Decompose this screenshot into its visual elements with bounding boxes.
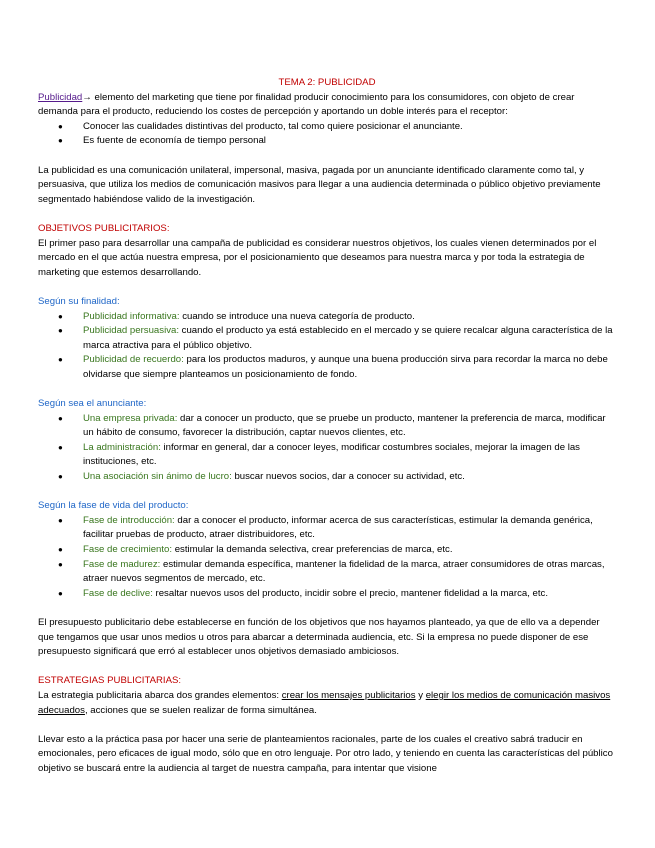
- intro-text: elemento del marketing que tiene por finalidad producir conocimiento para los consumidores, con objeto de crear demanda para el producto, reduciendo los costes de percepción y aportando un doble interés para el receptor:: [38, 91, 575, 118]
- fase-heading: Según la fase de vida del producto:: [38, 500, 189, 512]
- term-label: Fase de crecimiento:: [83, 544, 173, 555]
- term-label: Fase de declive:: [83, 587, 153, 599]
- list-item: [38, 310, 616, 325]
- list-item: ● Es fuente de economía de tiempo personal: [38, 134, 616, 149]
- list-item: [38, 587, 616, 602]
- term-label: Fase de madurez:: [83, 558, 161, 570]
- term-desc: para los productos maduros, y aunque una buena producción sirva para recordar la marca no debe olvidarse que siempre planteamos un posicionamiento de fondo.: [83, 354, 608, 380]
- term-desc: resaltar nuevos usos del producto, incidir sobre el precio, mantener fidelidad a la marca, etc.: [152, 587, 549, 599]
- anunciante-list: [38, 412, 616, 485]
- term-label: Una asociación sin ánimo de lucro:: [83, 471, 232, 483]
- term-desc: cuando se introduce una nueva categoría de producto.: [179, 310, 415, 322]
- fase-list: [38, 514, 616, 602]
- intro-paragraph: [38, 91, 616, 120]
- estrategias-text-post: , acciones que se suelen realizar de forma simultánea.: [84, 704, 317, 716]
- document-title: TEMA 2: PUBLICIDAD: [278, 77, 376, 88]
- finalidad-list: [38, 310, 616, 383]
- term-desc: estimular la demanda selectiva, crear preferencias de marca, etc.: [172, 544, 453, 555]
- estrategias-paragraph: [38, 689, 616, 718]
- list-item: [38, 324, 616, 353]
- definition-paragraph: La publicidad es una comunicación unilateral, impersonal, masiva, pagada por un anunciante identificado claramente como tal, y persuasiva, que utiliza los medios de comunicación masivos para llegar a una audiencia determinada o público objetivo previamente segmentado habiéndose valido de la investigación.: [38, 164, 601, 205]
- term-desc: dar a conocer un producto, que se pruebe un producto, mantener la preferencia de marca, modificar un hábito de consumo, favorecer la distribución, captar nuevos clientes, etc.: [83, 412, 606, 439]
- publicidad-link[interactable]: Publicidad: [38, 91, 83, 103]
- elegir-medios-underlined: elegir los medios de comunicación masivos adecuados: [38, 689, 611, 716]
- term-desc: informar en general, dar a conocer leyes, modificar costumbres sociales, mejorar la imagen de las instituciones, etc.: [83, 441, 580, 468]
- term-label: Una empresa privada:: [83, 412, 178, 424]
- objetivos-paragraph: El primer paso para desarrollar una campaña de publicidad es considerar nuestros objetivos, los cuales vienen determinados por el mercado en el que actúa nuestra empresa, por el posicionamiento que deseamos para nuestra marca y por toda la estrategia de marketing que estemos desarrollando.: [38, 237, 597, 278]
- term-desc: dar a conocer el producto, informar acerca de sus características, estimular la demanda genérica, facilitar pruebas de producto, atraer distribuidores, etc.: [83, 514, 593, 541]
- list-item: [38, 353, 616, 382]
- term-desc: estimular demanda específica, mantener la fidelidad de la marca, atraer consumidores de otras marcas, atraer nuevos segmentos de mercado, etc.: [83, 558, 605, 585]
- list-item: ● Conocer las cualidades distintivas del producto, tal como quiere posicionar el anunciante.: [38, 120, 616, 135]
- list-item: [38, 558, 616, 587]
- estrategias-heading: ESTRATEGIAS PUBLICITARIAS:: [38, 675, 182, 687]
- term-label: Publicidad persuasiva:: [83, 325, 179, 337]
- list-item: [38, 441, 616, 470]
- estrategias-text-pre: La estrategia publicitaria abarca dos grandes elementos:: [38, 689, 282, 701]
- term-label: La administración:: [83, 441, 161, 453]
- presupuesto-paragraph: El presupuesto publicitario debe establecerse en función de los objetivos que nos hayamos planteado, ya que de ello va a depender que tengamos que usar unos medios u otros para abarcar a determinada audiencia, etc. Si la empresa no puede disponer de ese presupuesto significará que erró al establecer unos objetivos demasiado ambiciosos.: [38, 616, 600, 658]
- objetivos-heading: OBJETIVOS PUBLICITARIOS:: [38, 222, 170, 234]
- anunciante-heading: Según sea el anunciante:: [38, 398, 147, 410]
- list-item: [38, 470, 616, 485]
- list-item: [38, 412, 616, 441]
- final-paragraph: Llevar esto a la práctica pasa por hacer una serie de planteamientos racionales, parte de los cuales el creativo sabrá traducir en emocionales, pero eficaces de igual modo, sólo que en otro lenguaje. Por otro lado, y teniendo en cuenta las características del público objetivo se buscará entre la audiencia al target de nuestra campaña, para intentar que visione: [38, 733, 613, 774]
- estrategias-text-mid: y: [415, 689, 426, 701]
- term-label: Publicidad de recuerdo:: [83, 354, 184, 366]
- term-desc: cuando el producto ya está establecido en el mercado y se quiere recalcar alguna característica de la marca atractiva para el público objetivo.: [83, 325, 613, 351]
- list-item: [38, 543, 616, 558]
- intro-bullet-list: [38, 120, 616, 149]
- term-desc: buscar nuevos socios, dar a conocer su actividad, etc.: [231, 471, 465, 483]
- document-page: [38, 76, 616, 777]
- crear-mensajes-underlined: crear los mensajes publicitarios: [281, 689, 416, 701]
- finalidad-heading: Según su finalidad:: [38, 295, 120, 307]
- arrow-glyph: →: [82, 91, 92, 103]
- list-item: [38, 514, 616, 543]
- term-label: Fase de introducción:: [83, 514, 175, 526]
- term-label: Publicidad informativa:: [83, 310, 180, 322]
